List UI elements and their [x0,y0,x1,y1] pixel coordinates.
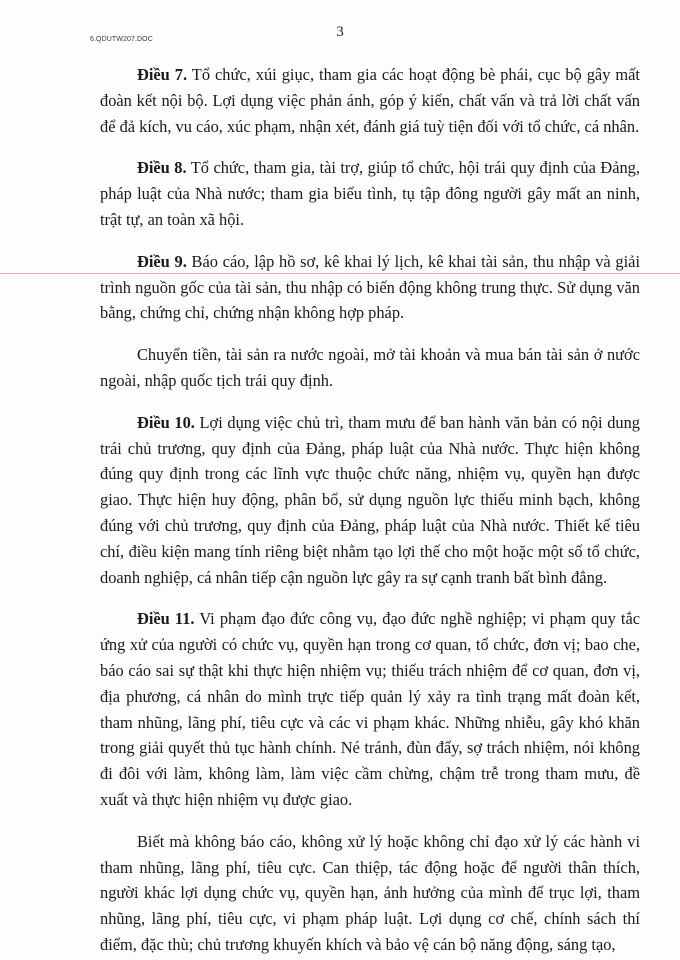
article-label: Điều 11. [137,609,195,629]
paragraph-text: Chuyển tiền, tài sản ra nước ngoài, mở tài khoản và mua bán tài sản ở nước ngoài, nhập quốc tịch trái quy định. [100,345,640,390]
article-text: Tổ chức, tham gia, tài trợ, giúp tổ chức, hội trái quy định của Đảng, pháp luật của Nhà nước; tham gia biểu tình, tụ tập đông người gây mất an ninh, trật tự, an toàn xã hội. [100,158,640,229]
article-8 [100,155,640,232]
article-9-continued [100,342,640,394]
document-body [100,62,640,958]
article-text: Tổ chức, xúi giục, tham gia các hoạt động bè phái, cục bộ gây mất đoàn kết nội bộ. Lợi dụng việc phản ánh, góp ý kiến, chất vấn và trả lời chất vấn để đả kích, vu cáo, xúc phạm, nhận xét, đánh giá tuỳ tiện đối với tổ chức, cá nhân. [100,65,640,136]
article-10 [100,410,640,591]
article-label: Điều 9. [137,251,187,271]
article-11-continued [100,829,640,958]
article-text: Lợi dụng việc chủ trì, tham mưu để ban hành văn bản có nội dung trái chủ trương, quy định của Đảng, pháp luật của Nhà nước. Thực hiện không đúng quy định trong các lĩnh vực thuộc chức năng, nhiệm vụ, quyền hạn được giao. Thực hiện huy động, phân bổ, sử dụng nguồn lực thiếu minh bạch, không đúng với chủ trương, quy định của Đảng, pháp luật của Nhà nước. Thiết kế tiêu chí, điều kiện mang tính riêng biệt nhằm tạo lợi thế cho một hoặc một số tổ chức, doanh nghiệp, cá nhân tiếp cận nguồn lực gây ra sự cạnh tranh bất bình đẳng. [100,412,641,587]
article-label: Điều 7. [137,65,188,84]
article-text: Vi phạm đạo đức công vụ, đạo đức nghề nghiệp; vi phạm quy tắc ứng xử của người có chức vụ, quyền hạn trong cơ quan, tổ chức, đơn vị; bao che, báo cáo sai sự thật khi thực hiện nhiệm vụ; thiếu trách nhiệm để cơ quan, đơn vị, địa phương, cá nhân do mình trực tiếp quản lý xảy ra tình trạng mất đoàn kết, tham nhũng, lãng phí, tiêu cực và các vi phạm khác. Những nhiễu, gây khó khăn trong giải quyết thủ tục hành chính. Né tránh, đùn đẩy, sợ trách nhiệm, nói không đi đôi với làm, không làm, làm việc cầm chừng, chậm trễ trong tham mưu, đề xuất và thực hiện nhiệm vụ được giao. [100,609,640,809]
article-9 [100,249,640,326]
article-label: Điều 10. [137,412,195,432]
article-7 [100,62,640,139]
article-text: Báo cáo, lập hồ sơ, kê khai lý lịch, kê khai tài sản, thu nhập và giải trình nguồn gốc của tài sản, thu nhập có biến động không trung thực. Sử dụng văn bằng, chứng chỉ, chứng nhận không hợp pháp. [100,251,640,323]
page-number: 3 [336,24,344,40]
article-11 [100,606,640,812]
document-code: 6.QDUTW207.DOC [90,36,153,43]
paragraph-text: Biết mà không báo cáo, không xử lý hoặc không chỉ đạo xử lý các hành vi tham nhũng, lãng phí, tiêu cực. Can thiệp, tác động hoặc để người thân thích, người khác lợi dụng chức vụ, quyền hạn, ảnh hưởng của mình để trục lợi, tham nhũng, lãng phí, tiêu cực, vi phạm pháp luật. Lợi dụng cơ chế, chính sách thí điểm, đặc thù; chủ trương khuyến khích và bảo vệ cán bộ năng động, sáng tạo, [100,831,640,954]
article-label: Điều 8. [137,158,187,178]
